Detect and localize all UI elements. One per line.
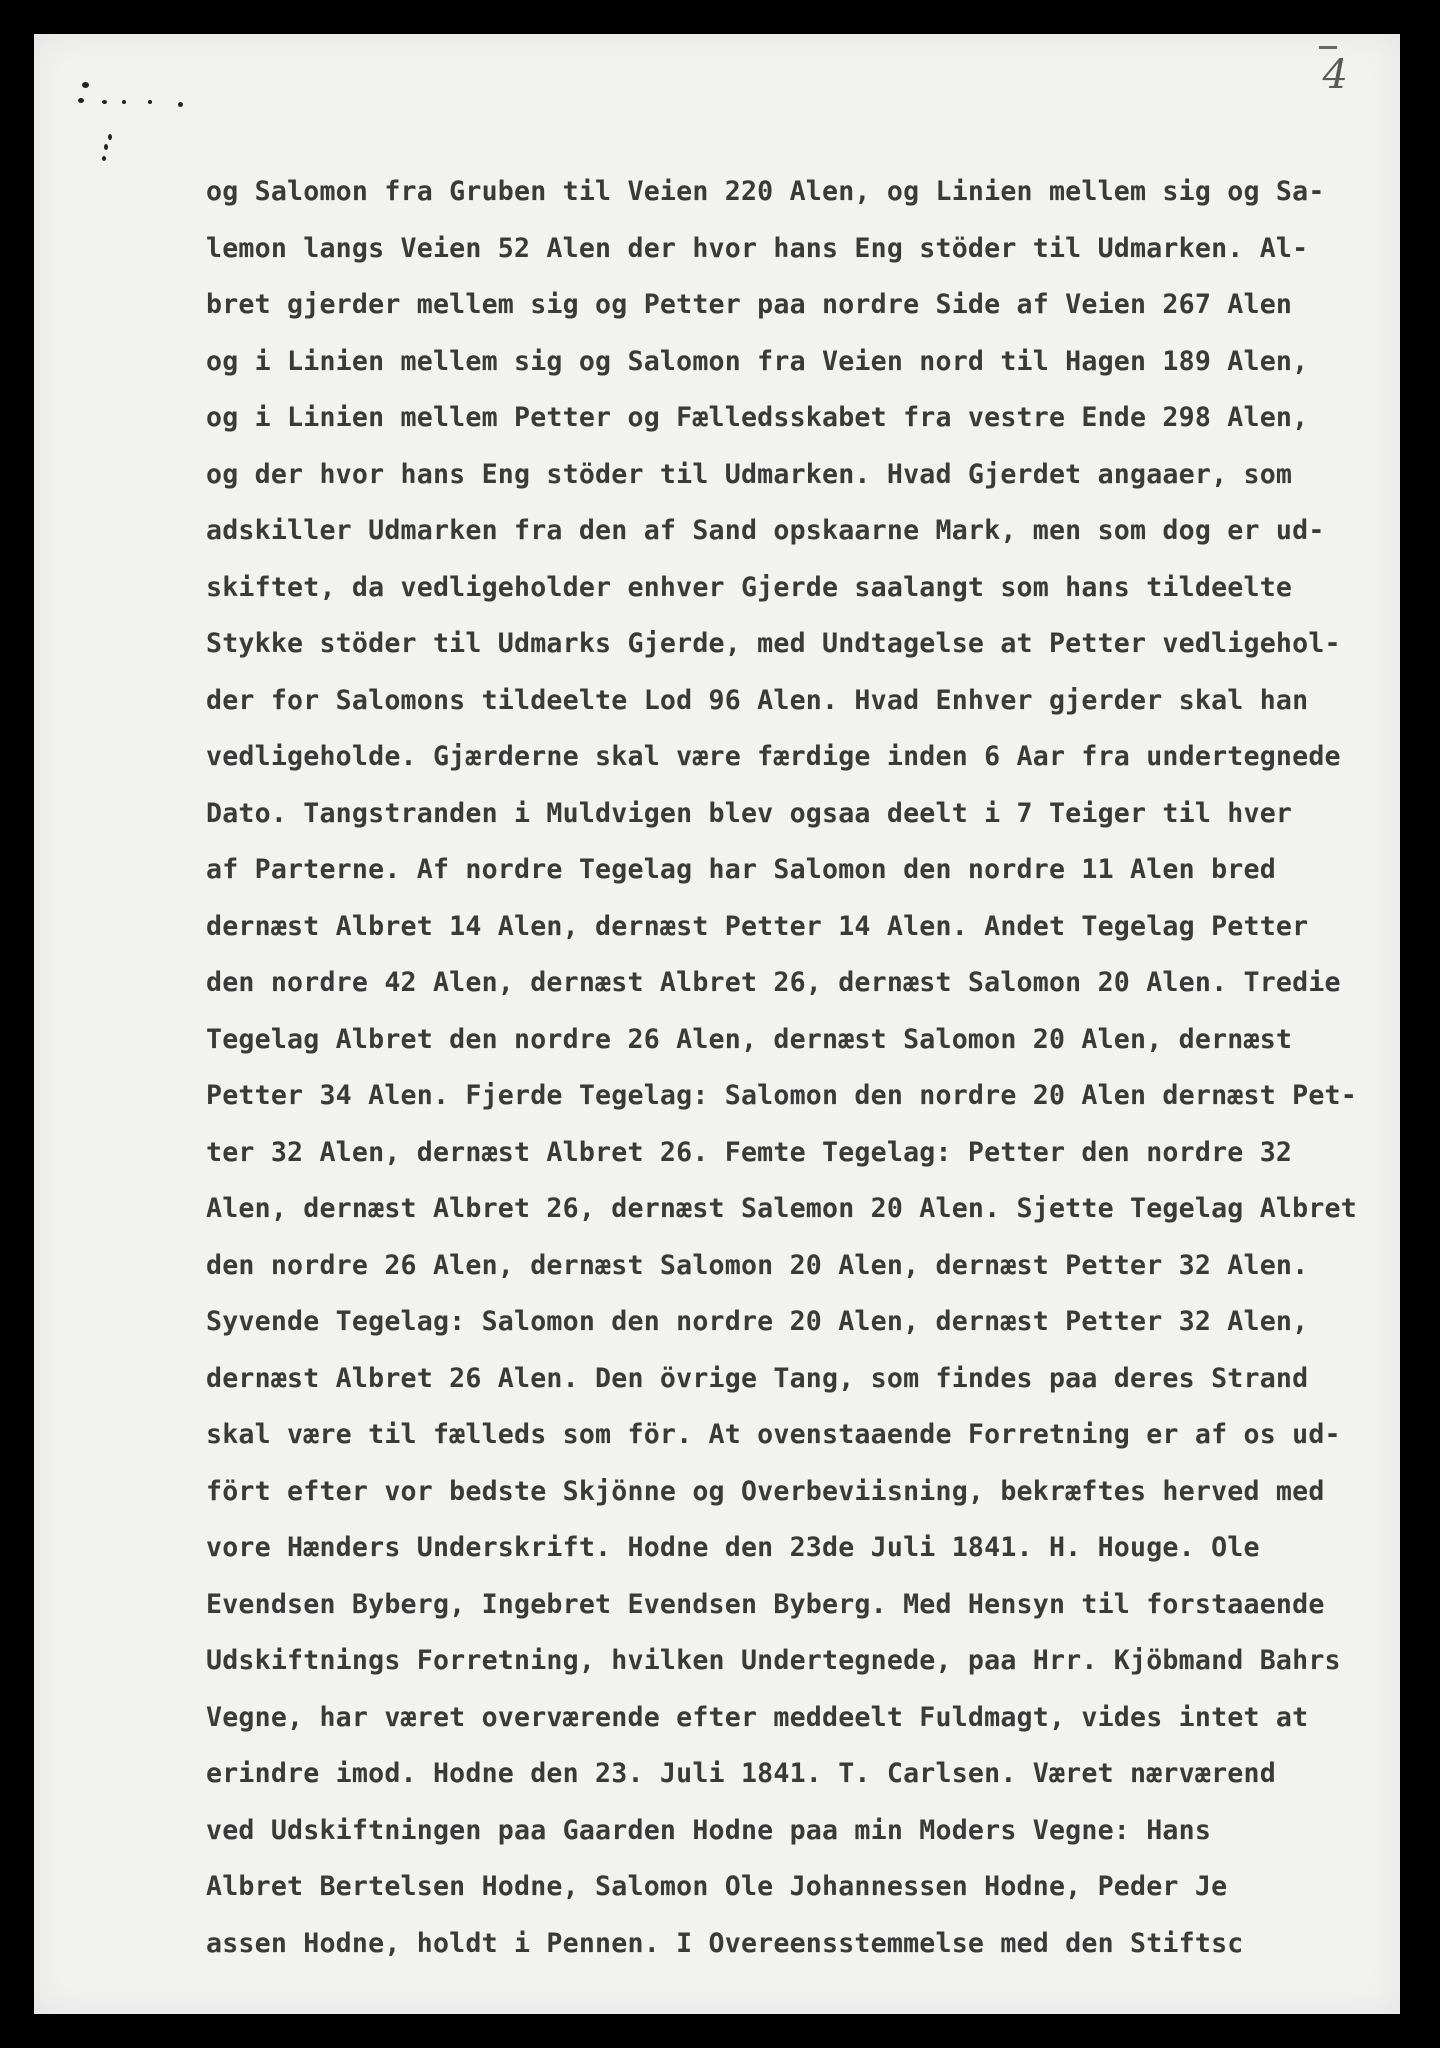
text-line: dernæst Albret 14 Alen, dernæst Petter 14 Alen. Andet Tegelag Petter (206, 910, 1309, 942)
text-line: vore Hænders Underskrift. Hodne den 23de Juli 1841. H. Houge. Ole (206, 1532, 1260, 1563)
text-line: skal være til fælleds som för. At ovenstaaende Forretning er af os ud- (206, 1419, 1341, 1450)
typewritten-text (206, 164, 1436, 1972)
text-line: den nordre 42 Alen, dernæst Albret 26, dernæst Salomon 20 Alen. Tredie (206, 967, 1341, 998)
text-line: Vegne, har været overværende efter meddeelt Fuldmagt, vides intet at (206, 1701, 1309, 1733)
ink-dot (148, 100, 152, 104)
text-line: dernæst Albret 26 Alen. Den övrige Tang, som findes paa deres Strand (206, 1362, 1309, 1394)
text-line: og der hvor hans Eng stöder til Udmarken. Hvad Gjerdet angaaer, som (206, 458, 1293, 490)
text-line: skiftet, da vedligeholder enhver Gjerde saalangt som hans tildeelte (206, 571, 1293, 603)
ink-dot (102, 100, 107, 104)
text-line: der for Salomons tildeelte Lod 96 Alen. Hvad Enhver gjerder skal han (206, 684, 1309, 716)
ink-dot (104, 144, 108, 150)
text-line: assen Hodne, holdt i Pennen. I Overeensstemmelse med den Stiftsc (206, 1927, 1244, 1959)
text-line: den nordre 26 Alen, dernæst Salomon 20 Alen, dernæst Petter 32 Alen. (206, 1249, 1309, 1281)
text-line: adskiller Udmarken fra den af Sand opskaarne Mark, men som dog er ud- (206, 515, 1325, 546)
text-line: Tegelag Albret den nordre 26 Alen, dernæst Salomon 20 Alen, dernæst (206, 1023, 1293, 1055)
text-line: fört efter vor bedste Skjönne og Overbeviisning, bekræftes herved med (206, 1475, 1325, 1507)
text-line: lemon langs Veien 52 Alen der hvor hans Eng stöder til Udmarken. Al- (206, 232, 1309, 264)
text-line: Albret Bertelsen Hodne, Salomon Ole Johannessen Hodne, Peder Je (206, 1871, 1228, 1902)
text-line: ter 32 Alen, dernæst Albret 26. Femte Tegelag: Petter den nordre 32 (206, 1136, 1293, 1168)
text-line: Stykke stöder til Udmarks Gjerde, med Undtagelse at Petter vedligehol- (206, 628, 1341, 659)
text-line: og Salomon fra Gruben til Veien 220 Alen, og Linien mellem sig og Sa- (206, 176, 1325, 207)
document-page (34, 34, 1400, 2014)
text-line: vedligeholde. Gjærderne skal være færdige inden 6 Aar fra undertegnede (206, 741, 1341, 772)
text-line: Syvende Tegelag: Salomon den nordre 20 Alen, dernæst Petter 32 Alen, (206, 1306, 1309, 1337)
ink-dot (82, 82, 89, 88)
text-line: Alen, dernæst Albret 26, dernæst Salemon 20 Alen. Sjette Tegelag Albret (206, 1193, 1357, 1224)
ink-dot (102, 156, 106, 161)
text-line: bret gjerder mellem sig og Petter paa nordre Side af Veien 267 Alen (206, 289, 1293, 320)
ink-dot (108, 134, 112, 140)
text-line: Petter 34 Alen. Fjerde Tegelag: Salomon den nordre 20 Alen dernæst Pet- (206, 1080, 1357, 1111)
ink-dot (78, 98, 84, 103)
ink-dot (122, 100, 126, 104)
text-line: og i Linien mellem sig og Salomon fra Veien nord til Hagen 189 Alen, (206, 345, 1309, 377)
page-number: 4 (1322, 52, 1348, 98)
text-line: ved Udskiftningen paa Gaarden Hodne paa min Moders Vegne: Hans (206, 1814, 1212, 1846)
text-line: af Parterne. Af nordre Tegelag har Salomon den nordre 11 Alen bred (206, 854, 1276, 885)
margin-ink-marks (78, 78, 218, 188)
text-line: Dato. Tangstranden i Muldvigen blev ogsaa deelt i 7 Teiger til hver (206, 797, 1293, 829)
text-line: Udskiftnings Forretning, hvilken Undertegnede, paa Hrr. Kjöbmand Bahrs (206, 1645, 1341, 1676)
text-line: erindre imod. Hodne den 23. Juli 1841. T. Carlsen. Været nærværend (206, 1758, 1276, 1789)
text-line: og i Linien mellem Petter og Fælledsskabet fra vestre Ende 298 Alen, (206, 402, 1309, 433)
text-line: Evendsen Byberg, Ingebret Evendsen Byberg. Med Hensyn til forstaaende (206, 1588, 1325, 1620)
ink-dot (178, 102, 183, 107)
